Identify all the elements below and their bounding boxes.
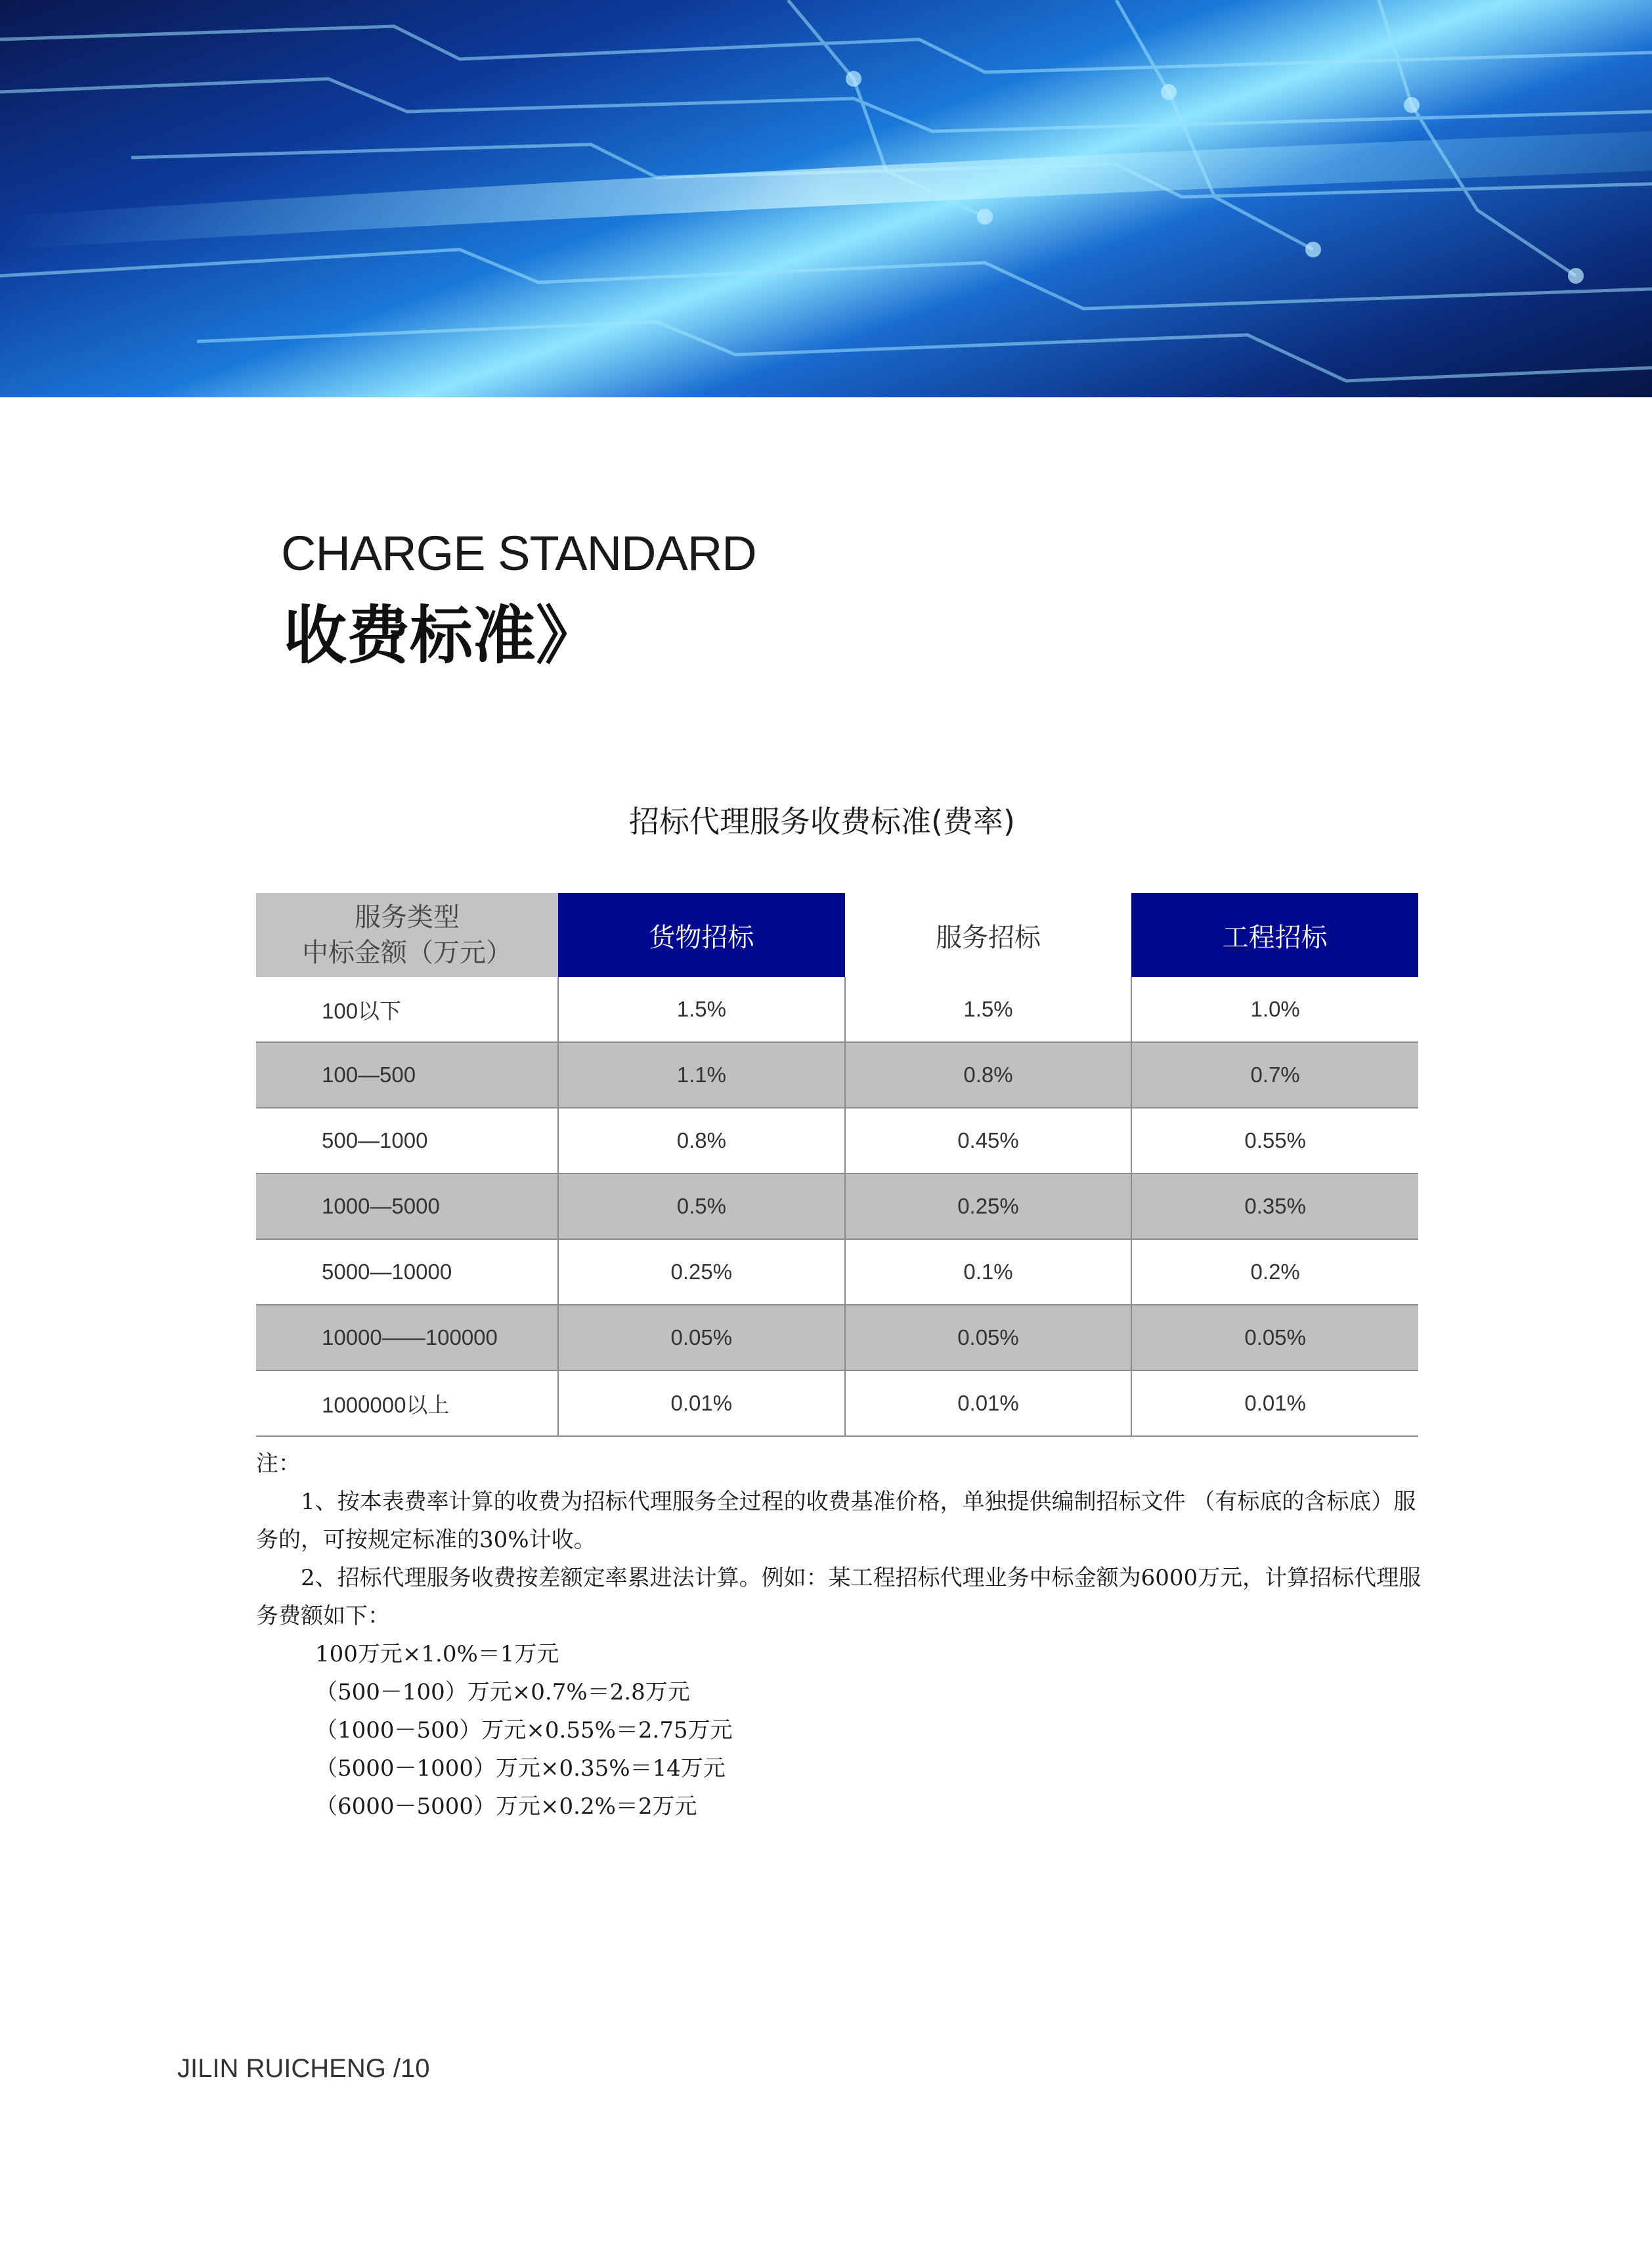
engineering-rate-cell: 0.55%	[1131, 1108, 1418, 1173]
notes-section	[256, 1445, 1422, 1826]
engineering-rate-cell: 0.2%	[1131, 1239, 1418, 1305]
range-cell: 100—500	[256, 1042, 558, 1108]
column-header-goods: 货物招标	[558, 893, 845, 977]
range-cell: 1000—5000	[256, 1173, 558, 1239]
calc-line-5: （6000－5000）万元×0.2%＝2万元	[315, 1793, 697, 1820]
engineering-rate-cell: 1.0%	[1131, 977, 1418, 1042]
goods-rate-cell: 0.01%	[558, 1370, 845, 1436]
engineering-rate-cell: 0.05%	[1131, 1305, 1418, 1370]
column-header-service: 服务招标	[845, 893, 1132, 977]
corner-header-line-1: 服务类型	[355, 902, 460, 932]
table-row	[256, 1239, 1418, 1305]
engineering-rate-cell: 0.35%	[1131, 1173, 1418, 1239]
goods-rate-cell: 1.5%	[558, 977, 845, 1042]
table-row	[256, 1370, 1418, 1436]
page-title-english: CHARGE STANDARD	[281, 526, 756, 581]
goods-rate-cell: 1.1%	[558, 1042, 845, 1108]
table-header-row	[256, 893, 1418, 977]
service-rate-cell: 0.8%	[845, 1042, 1132, 1108]
corner-header-cell	[256, 893, 558, 977]
note-1: 1、按本表费率计算的收费为招标代理服务全过程的收费基准价格，单独提供编制招标文件 （有标底的含标底）服务的，可按规定标准的30%计收。	[256, 1489, 1416, 1553]
range-cell: 100以下	[256, 977, 558, 1042]
range-cell: 500—1000	[256, 1108, 558, 1173]
circuit-board-graphic	[0, 0, 1652, 397]
engineering-rate-cell: 0.01%	[1131, 1370, 1418, 1436]
range-cell: 10000——100000	[256, 1305, 558, 1370]
calc-line-3: （1000－500）万元×0.55%＝2.75万元	[315, 1717, 733, 1743]
header-banner-image	[0, 0, 1652, 397]
service-rate-cell: 1.5%	[845, 977, 1132, 1042]
calc-line-1: 100万元×1.0%＝1万元	[315, 1641, 559, 1667]
corner-header-line-2: 中标金额（万元）	[302, 938, 512, 968]
table-title: 招标代理服务收费标准(费率)	[629, 804, 1015, 839]
table-row	[256, 1042, 1418, 1108]
range-cell: 1000000以上	[256, 1370, 558, 1436]
service-rate-cell: 0.45%	[845, 1108, 1132, 1173]
page-footer: JILIN RUICHENG /10	[177, 2054, 430, 2083]
fee-rate-table	[256, 893, 1418, 1437]
page-title-chinese: 收费标准》	[284, 599, 599, 672]
table-row	[256, 1173, 1418, 1239]
goods-rate-cell: 0.8%	[558, 1108, 845, 1173]
table-row	[256, 977, 1418, 1042]
note-2: 2、招标代理服务收费按差额定率累进法计算。例如：某工程招标代理业务中标金额为6000万元，计算招标代理服务费额如下：	[256, 1565, 1422, 1629]
service-rate-cell: 0.05%	[845, 1305, 1132, 1370]
service-rate-cell: 0.25%	[845, 1173, 1132, 1239]
goods-rate-cell: 0.5%	[558, 1173, 845, 1239]
column-header-engineering: 工程招标	[1131, 893, 1418, 977]
calc-line-4: （5000－1000）万元×0.35%＝14万元	[315, 1755, 726, 1782]
table-row	[256, 1108, 1418, 1173]
service-rate-cell: 0.01%	[845, 1370, 1132, 1436]
calc-line-2: （500－100）万元×0.7%＝2.8万元	[315, 1679, 690, 1705]
range-cell: 5000—10000	[256, 1239, 558, 1305]
engineering-rate-cell: 0.7%	[1131, 1042, 1418, 1108]
goods-rate-cell: 0.25%	[558, 1239, 845, 1305]
service-rate-cell: 0.1%	[845, 1239, 1132, 1305]
table-row	[256, 1305, 1418, 1370]
goods-rate-cell: 0.05%	[558, 1305, 845, 1370]
notes-label: 注：	[256, 1451, 301, 1477]
